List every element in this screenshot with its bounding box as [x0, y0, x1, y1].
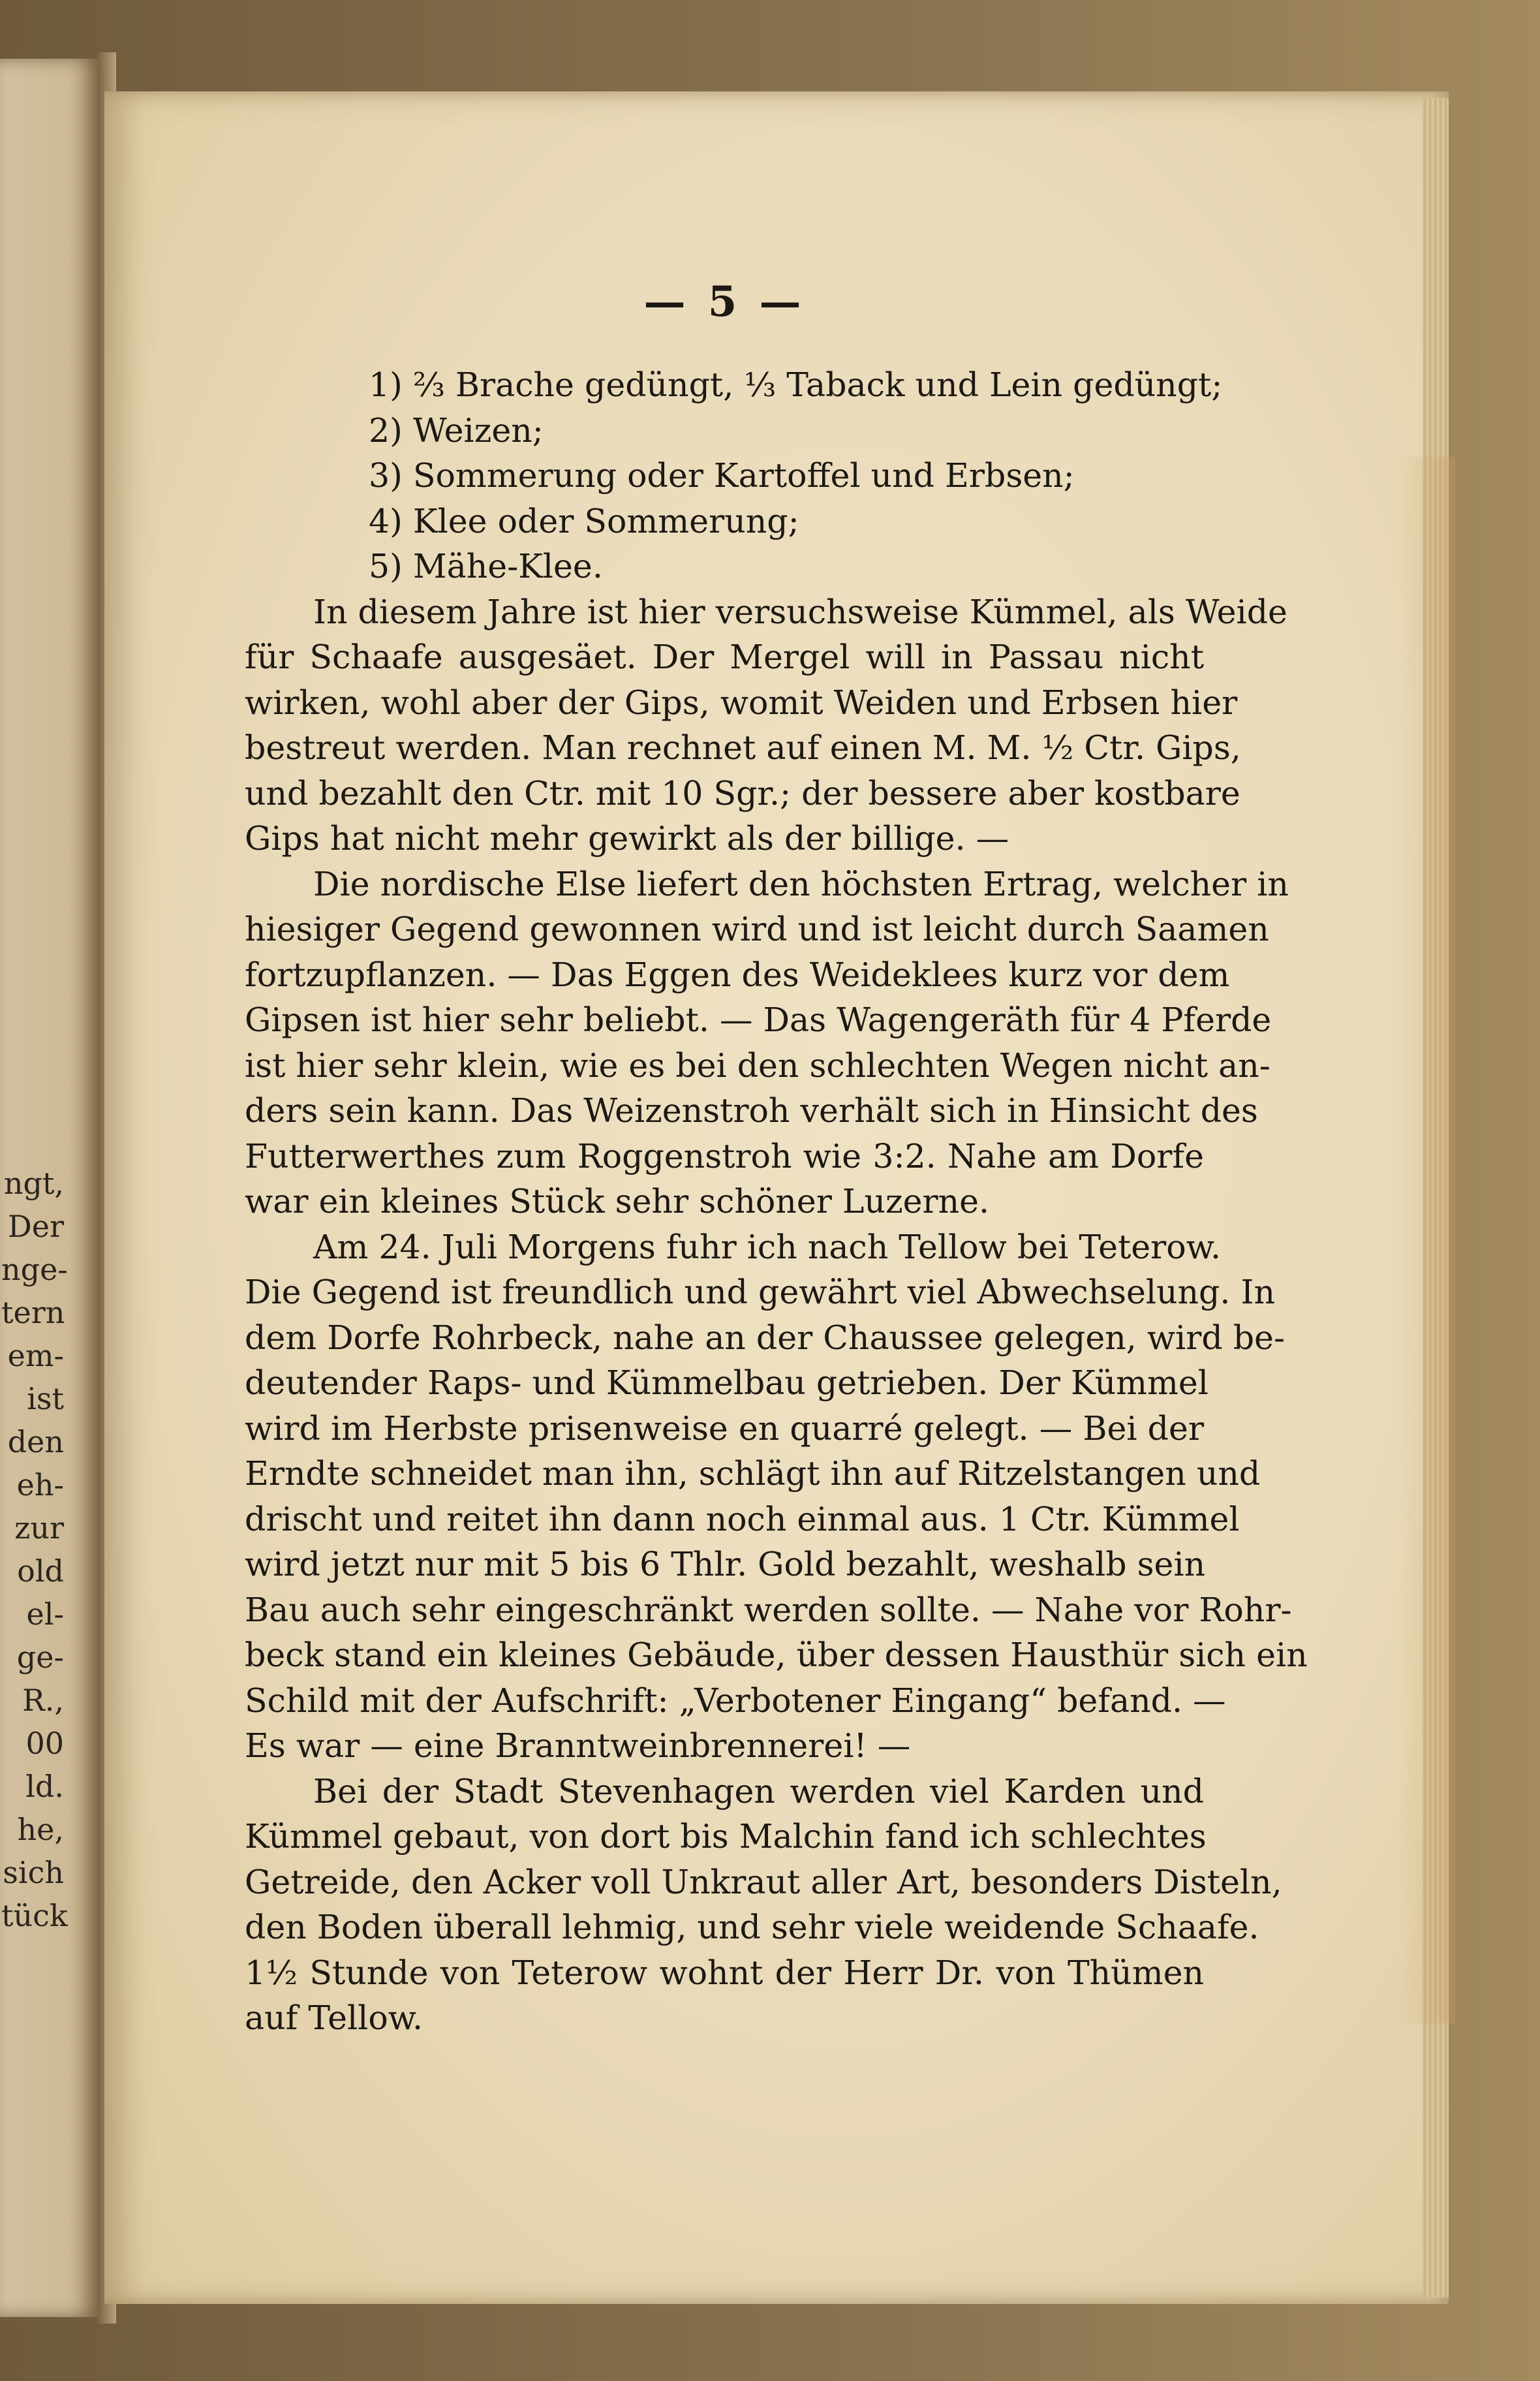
text-line: dem Dorfe Rohrbeck, nahe an der Chaussee gelegen, wird be-	[245, 1318, 1286, 1357]
left-fragment: old	[17, 1553, 64, 1589]
left-fragment: he,	[17, 1812, 64, 1847]
left-fragment: eh-	[16, 1467, 64, 1502]
list-item: 4) Klee oder Sommerung;	[369, 501, 799, 540]
text-line: Gipsen ist hier sehr beliebt. — Das Wagengeräth für 4 Pferde	[245, 1001, 1272, 1039]
left-fragment: tern	[1, 1295, 65, 1330]
left-fragment: sich	[3, 1855, 64, 1890]
text-line: Bau auch sehr eingeschränkt werden sollte. — Nahe vor Rohr-	[245, 1590, 1292, 1629]
list-item: 5) Mähe-Klee.	[369, 547, 603, 585]
text-line: beck stand ein kleines Gebäude, über dessen Hausthür sich ein	[245, 1636, 1308, 1674]
text-line: Am 24. Juli Morgens fuhr ich nach Tellow bei Teterow.	[313, 1227, 1221, 1266]
left-fragment: ngt,	[3, 1166, 64, 1201]
text-line: Es war — eine Branntweinbrennerei! —	[245, 1726, 911, 1765]
left-page-fragments	[1, 1162, 68, 1937]
paragraph-1	[245, 589, 1287, 862]
text-line: Erndte schneidet man ihn, schlägt ihn auf Ritzelstangen und	[245, 1454, 1261, 1493]
left-fragment: den	[7, 1424, 64, 1459]
left-fragment: 00	[25, 1726, 64, 1761]
left-page-edge	[0, 59, 98, 2317]
text-line: Bei der Stadt Stevenhagen werden viel Karden und	[313, 1771, 1204, 1811]
text-line: wird jetzt nur mit 5 bis 6 Thlr. Gold bezahlt, weshalb sein	[245, 1545, 1206, 1583]
text-line: auf Tellow.	[245, 1999, 424, 2037]
text-line: hiesiger Gegend gewonnen wird und ist leicht durch Saamen	[245, 910, 1269, 948]
text-line: Futterwerthes zum Roggenstroh wie 3:2. Nahe am Dorfe	[245, 1136, 1204, 1175]
text-line: Die Gegend ist freundlich und gewährt viel Abwechselung. In	[245, 1273, 1275, 1311]
list-item: 3) Sommerung oder Kartoffel und Erbsen;	[369, 456, 1075, 495]
list-item: 1) ⅔ Brache gedüngt, ⅓ Taback und Lein gedüngt;	[369, 366, 1223, 404]
text-line: den Boden überall lehmig, und sehr viele weidende Schaafe.	[245, 1908, 1259, 1946]
left-fragment: ge-	[16, 1640, 64, 1675]
left-fragment: em-	[7, 1338, 64, 1373]
rotation-list	[245, 362, 1223, 589]
left-fragment: Der	[7, 1209, 64, 1244]
left-fragment: nge-	[1, 1252, 68, 1287]
paragraph-2	[245, 862, 1289, 1224]
text-line: fortzupflanzen. — Das Eggen des Weideklees kurz vor dem	[245, 955, 1230, 994]
text-line: 1½ Stunde von Teterow wohnt der Herr Dr. von Thümen	[245, 1953, 1204, 1992]
text-line: In diesem Jahre ist hier versuchsweise Kümmel, als Weide	[313, 592, 1287, 631]
text-line: ist hier sehr klein, wie es bei den schlechten Wegen nicht an-	[245, 1046, 1270, 1085]
left-fragment: tück	[1, 1898, 68, 1933]
left-fragment: R.,	[22, 1683, 64, 1718]
paragraph-3	[245, 1224, 1308, 1769]
text-line: Gips hat nicht mehr gewirkt als der billige. —	[245, 819, 1009, 858]
text-line: Schild mit der Aufschrift: „Verbotener Eingang“ befand. —	[245, 1681, 1226, 1720]
text-line: wird im Herbste prisenweise en quarré gelegt. — Bei der	[245, 1408, 1204, 1448]
text-line: Die nordische Else liefert den höchsten Ertrag, welcher in	[313, 864, 1289, 903]
text-line: Kümmel gebaut, von dort bis Malchin fand ich schlechtes	[245, 1817, 1207, 1856]
list-item: 2) Weizen;	[369, 411, 544, 450]
text-line: drischt und reitet ihn dann noch einmal aus. 1 Ctr. Kümmel	[245, 1499, 1240, 1538]
left-fragment: zur	[14, 1510, 64, 1546]
text-line: bestreut werden. Man rechnet auf einen M. M. ½ Ctr. Gips,	[245, 728, 1241, 767]
left-fragment: el-	[26, 1596, 64, 1632]
text-line: und bezahlt den Ctr. mit 10 Sgr.; der bessere aber kostbare	[245, 773, 1240, 813]
paper-stain	[1396, 457, 1455, 2023]
left-fragment: ld.	[25, 1769, 64, 1804]
left-fragment: ist	[27, 1381, 64, 1416]
text-line: Getreide, den Acker voll Unkraut aller Art, besonders Disteln,	[245, 1862, 1282, 1901]
text-line: ders sein kann. Das Weizenstroh verhält sich in Hinsicht des	[245, 1091, 1258, 1130]
page-number: — 5 —	[643, 277, 805, 326]
text-line: deutender Raps- und Kümmelbau getrieben. Der Kümmel	[245, 1363, 1209, 1402]
text-line: wirken, wohl aber der Gips, womit Weiden und Erbsen hier	[245, 683, 1238, 722]
paragraph-4	[245, 1769, 1282, 2041]
text-line: war ein kleines Stück sehr schöner Luzerne.	[245, 1182, 990, 1221]
page-body	[245, 274, 1308, 2041]
text-line: für Schaafe ausgesäet. Der Mergel will in Passau nicht	[245, 638, 1204, 676]
